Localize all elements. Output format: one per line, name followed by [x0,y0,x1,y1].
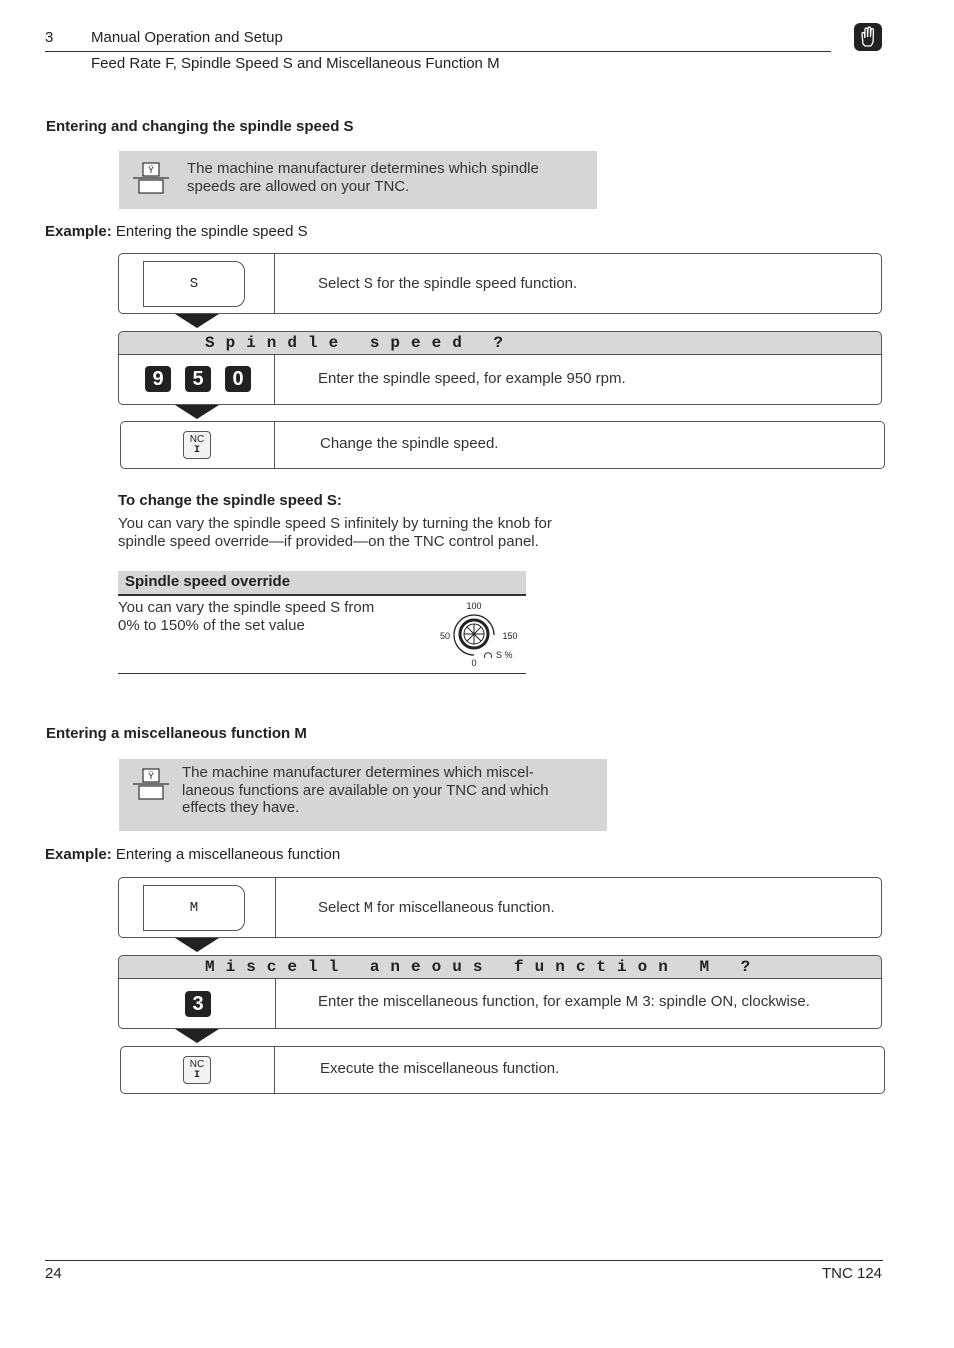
header-rule [45,51,831,52]
svg-text:Ÿ: Ÿ [147,166,155,177]
change-text-line: spindle speed override—if provided—on the TNC control panel. [118,532,539,550]
nc-i-key[interactable] [183,431,211,459]
example-line [45,846,340,863]
flow-arrow [175,314,219,328]
machine-manufacturer-icon [132,767,170,801]
step-description: Execute the miscellaneous function. [320,1060,560,1077]
note-line: laneous functions are available on your TNC and which [182,781,549,799]
column-divider [274,1047,275,1093]
knob-label-0: 0 [471,658,477,668]
note-text [182,764,602,817]
dialog-text: Spindle speed ? [205,334,515,352]
flow-arrow [175,1029,219,1043]
change-text [118,515,552,550]
desc-code: M [363,900,373,917]
manufacturer-note [119,151,597,209]
column-divider [274,422,275,468]
spindle-heading: Entering and changing the spindle speed S [46,118,354,135]
dialog-prompt [118,331,882,355]
note-text: The machine manufacturer determines which spindle speeds are allowed on your TNC. [187,160,539,195]
step-select-s [118,253,882,314]
knob-label-100: 100 [466,601,482,611]
desc-suffix: for miscellaneous function. [372,899,555,916]
example-line [45,223,308,240]
column-divider [275,878,276,937]
key-9[interactable]: 9 [145,366,171,392]
key-5[interactable]: 5 [185,366,211,392]
note-line: effects they have. [182,799,300,816]
override-text-line: 0% to 150% of the set value [118,616,305,634]
example-label: Example: [45,223,112,240]
desc-code: S [363,276,373,293]
s-softkey[interactable]: S [143,261,245,307]
step-description: Enter the miscellaneous function, for example M 3: spindle ON, clockwise. [318,993,810,1010]
nc-label: NC [189,1059,205,1070]
dialog-prompt [118,955,882,979]
example-label: Example: [45,846,112,863]
step-description: Change the spindle speed. [320,435,499,452]
override-table-bottom [118,673,526,674]
step-description [318,899,555,917]
step-description: Enter the spindle speed, for example 950 rpm. [318,370,626,387]
key-3[interactable]: 3 [185,991,211,1017]
override-table-header [118,571,526,596]
nc-i-key[interactable] [183,1056,211,1084]
override-title: Spindle speed override [125,573,291,590]
column-divider [274,355,275,404]
step-description [318,275,577,293]
example-text: Entering a miscellaneous function [115,846,341,863]
dialog-text: Miscell aneous function M ? [205,958,762,976]
misc-heading: Entering a miscellaneous function M [46,725,307,742]
step-enter-m [118,978,882,1029]
column-divider [275,979,276,1028]
change-text-line: You can vary the spindle speed S infinitely by turning the knob for [118,515,552,532]
override-text-line: You can vary the spindle speed S from [118,599,375,616]
knob-label-150: 150 [502,631,518,641]
section-title: Feed Rate F, Spindle Speed S and Miscellaneous Function M [91,55,500,72]
chapter-title: Manual Operation and Setup [91,29,283,46]
override-text [118,599,374,634]
i-label: I [193,445,200,456]
desc-prefix: Select [318,899,364,916]
page-number: 24 [45,1265,62,1282]
step-enter-speed [118,354,882,405]
svg-text:Ÿ: Ÿ [147,772,155,783]
note-line: The machine manufacturer determines which miscel- [182,764,534,781]
i-label: I [193,1070,200,1081]
desc-prefix: Select [318,275,364,292]
knob-caption: S % [496,650,513,660]
step-select-m [118,877,882,938]
hand-icon [854,23,882,51]
m-softkey[interactable]: M [143,885,245,931]
nc-label: NC [189,434,205,445]
flow-arrow [175,405,219,419]
key-0[interactable]: 0 [225,366,251,392]
product-name: TNC 124 [822,1265,883,1282]
manufacturer-note [119,759,607,831]
spindle-override-knob-icon[interactable] [434,598,526,670]
machine-manufacturer-icon [132,161,170,195]
flow-arrow [175,938,219,952]
step-execute-m [120,1046,885,1094]
change-heading: To change the spindle speed S: [118,492,342,509]
chapter-number: 3 [45,29,54,46]
knob-label-50: 50 [439,631,451,641]
example-text: Entering the spindle speed S [115,223,308,240]
step-change-speed [120,421,885,469]
desc-suffix: for the spindle speed function. [372,275,578,292]
column-divider [274,254,275,313]
footer-rule [45,1260,883,1261]
